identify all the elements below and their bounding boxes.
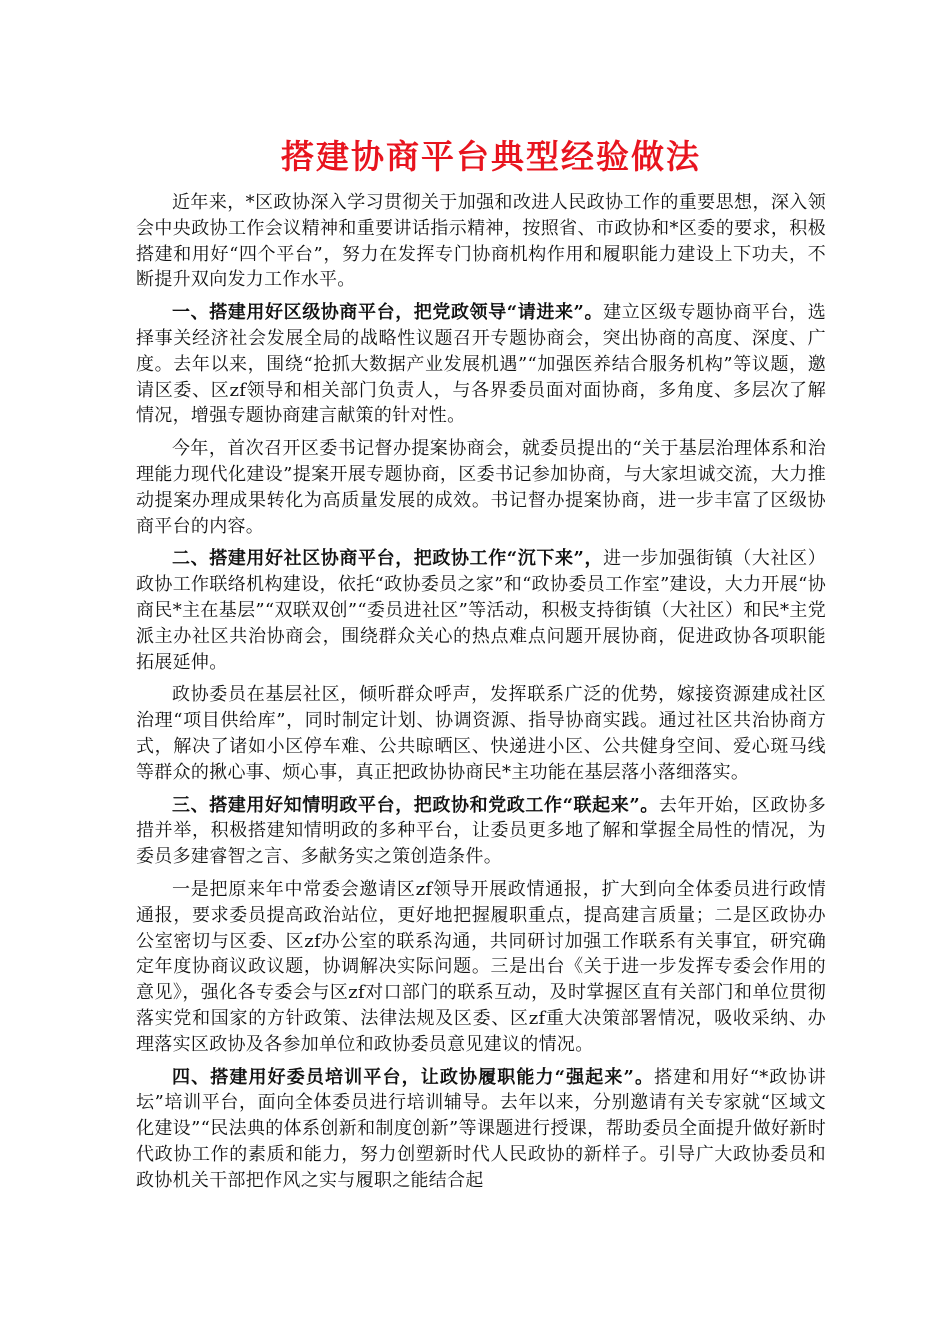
document-title: 搭建协商平台典型经验做法 (281, 137, 701, 176)
section-4-heading: 四、搭建用好委员培训平台，让政协履职能力“强起来”。 (172, 1066, 655, 1088)
section-2-text: 进一步加强街镇（大社区）政协工作联络机构建设，依托“政协委员之家”和“政协委员工作室”建设，大力开展“协商民*主在基层”“双联双创”“委员进社区”等活动，积极支持街镇（大社区）和民*主党派主办社区共治协商会，围绕群众关心的热点难点问题开展协商，促进政协各项职能拓展延伸。 (136, 548, 826, 673)
section-1-paragraph (136, 300, 826, 429)
section-2-extra-paragraph: 政协委员在基层社区，倾听群众呼声，发挥联系广泛的优势，嫁接资源建成社区治理“项目供给库”，同时制定计划、协调资源、指导协商实践。通过社区共治协商方式，解决了诸如小区停车难、公共晾晒区、快递进小区、公共健身空间、爱心斑马线等群众的揪心事、烦心事，真正把政协协商民*主功能在基层落小落细落实。 (136, 684, 826, 783)
section-3-heading: 三、搭建用好知情明政平台，把政协和党政工作“联起来”。 (172, 794, 659, 816)
section-1-text: 建立区级专题协商平台，选择事关经济社会发展全局的战略性议题召开专题协商会，突出协商的高度、深度、广度。去年以来，围绕“抢抓大数据产业发展机遇”“加强医养结合服务机构”等议题，邀请区委、区zf领导和相关部门负责人，与各界委员面对面协商，多角度、多层次了解情况，增强专题协商建言献策的针对性。 (136, 302, 826, 427)
section-3-paragraph (136, 793, 826, 870)
section-2-heading: 二、搭建用好社区协商平台，把政协工作“沉下来”， (172, 548, 604, 570)
section-3-text: 去年开始，区政协多措并举，积极搭建知情明政的多种平台，让委员更多地了解和掌握全局性的情况，为委员多建睿智之言、多献务实之策创造条件。 (136, 794, 827, 868)
section-4-paragraph (136, 1065, 826, 1194)
intro-paragraph: 近年来，*区政协深入学习贯彻关于加强和改进人民政协工作的重要思想，深入领会中央政协工作会议精神和重要讲话指示精神，按照省、市政协和*区委的要求，积极搭建和用好“四个平台”，努力在发挥专门协商机构作用和履职能力建设上下功夫，不断提升双向发力工作水平。 (136, 192, 826, 291)
section-1-heading: 一、搭建用好区级协商平台，把党政领导“请进来”。 (172, 302, 604, 324)
section-2-paragraph (136, 546, 826, 675)
section-4-text: 搭建和用好“*政协讲坛”培训平台，面向全体委员进行培训辅导。去年以来，分别邀请有关专家就“区域文化建设”“民法典的体系创新和制度创新”等课题进行授课，帮助委员全面提升做好新时代政协工作的素质和能力，努力创塑新时代人民政协的新样子。引导广大政协委员和政协机关干部把作风之实与履职之能结合起 (136, 1066, 826, 1191)
section-1-extra-paragraph: 今年，首次召开区委书记督办提案协商会，就委员提出的“关于基层治理体系和治理能力现代化建设”提案开展专题协商，区委书记参加协商，与大家坦诚交流，大力推动提案办理成果转化为高质量发展的成效。书记督办提案协商，进一步丰富了区级协商平台的内容。 (136, 438, 826, 537)
section-3-extra-paragraph: 一是把原来年中常委会邀请区zf领导开展政情通报，扩大到向全体委员进行政情通报，要求委员提高政治站位，更好地把握履职重点，提高建言质量；二是区政协办公室密切与区委、区zf办公室的联系沟通，共同研讨加强工作联系有关事宜，研究确定年度协商议政议题，协调解决实际问题。三是出台《关于进一步发挥专委会作用的意见》，强化各专委会与区zf对口部门的联系互动，及时掌握区直有关部门和单位贯彻落实党和国家的方针政策、法律法规及区委、区zf重大决策部署情况，吸收采纳、办理落实区政协及各参加单位和政协委员意见建议的情况。 (136, 878, 826, 1055)
